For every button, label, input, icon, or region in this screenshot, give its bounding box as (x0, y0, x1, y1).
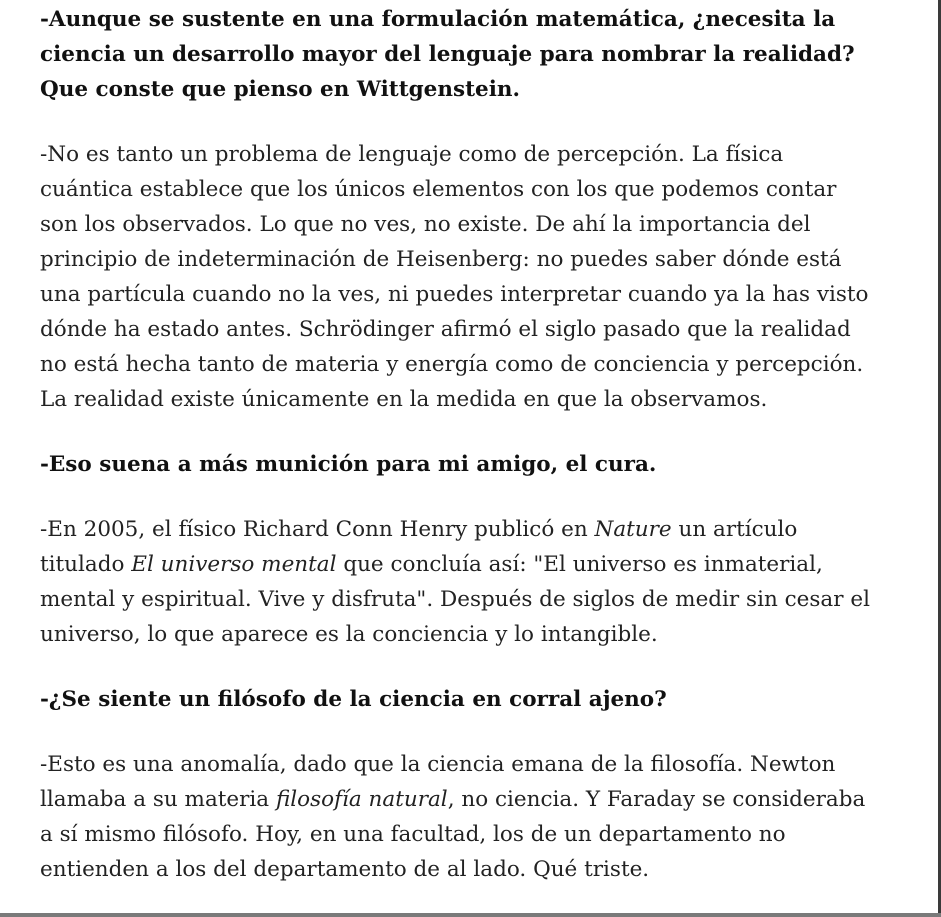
answer-3-italic-term: filosofía natural (275, 787, 448, 812)
interview-answer-2 (40, 512, 870, 652)
article-body (40, 2, 870, 917)
answer-2-italic-title: El universo mental (131, 552, 337, 577)
window-border-bottom (0, 913, 941, 917)
interview-answer-1: -No es tanto un problema de lenguaje como de percepción. La física cuántica establece que los únicos elementos con los que podemos contar son los observados. Lo que no ves, no existe. De ahí la importancia del principio de indeterminación de Heisenberg: no puedes saber dónde está una partícula cuando no la ves, ni puedes interpretar cuando ya la has visto dónde ha estado antes. Schrödinger afirmó el siglo pasado que la realidad no está hecha tanto de materia y energía como de conciencia y percepción. La realidad existe únicamente en la medida en que la observamos. (40, 142, 869, 412)
interview-question-1: -Aunque se sustente en una formulación matemática, ¿necesita la ciencia un desarrollo mayor del lenguaje para nombrar la realidad? Que conste que pienso en Wittgenstein. (40, 7, 855, 102)
answer-3-text-2: , no ciencia. Y Faraday se consideraba a sí mismo filósofo. Hoy, en una facultad, los de un departamento no entienden a los del departamento de al lado. Qué triste. (40, 787, 866, 882)
answer-2-italic-nature: Nature (594, 517, 672, 542)
answer-2-text-2: un artículo titulado (40, 517, 798, 577)
answer-2-text-1: -En 2005, el físico Richard Conn Henry publicó en (40, 517, 595, 542)
interview-question-3: -¿Se siente un filósofo de la ciencia en corral ajeno? (40, 687, 667, 712)
interview-question-2: -Eso suena a más munición para mi amigo, el cura. (40, 452, 657, 477)
answer-2-text-3: que concluía así: "El universo es inmaterial, mental y espiritual. Vive y disfruta". Después de siglos de medir sin cesar el universo, lo que aparece es la conciencia y lo intangible. (40, 552, 870, 647)
interview-answer-3 (40, 747, 870, 887)
answer-3-text-1: -Esto es una anomalía, dado que la ciencia emana de la filosofía. Newton llamaba a su materia (40, 752, 836, 812)
